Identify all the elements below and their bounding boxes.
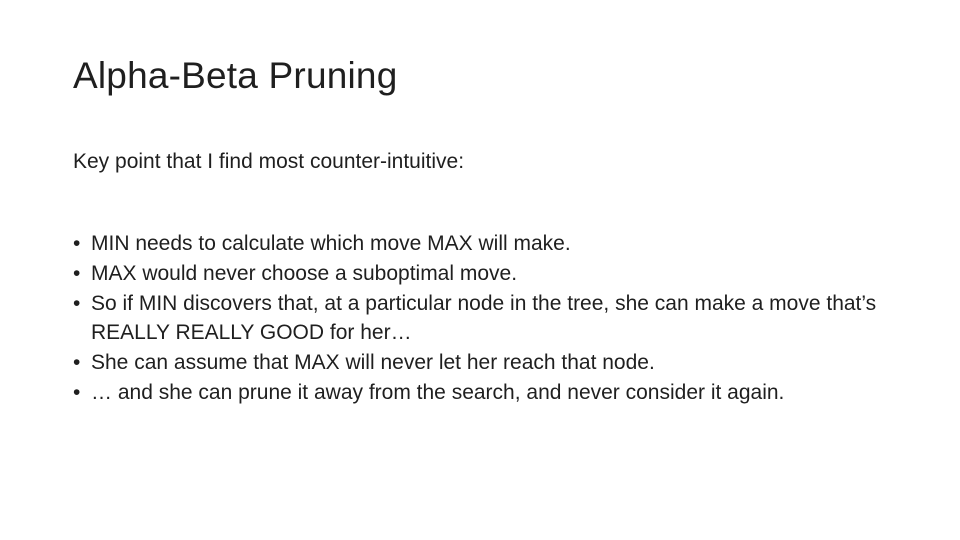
bullet-text: MIN needs to calculate which move MAX will make. (91, 232, 571, 255)
intro-text: Key point that I find most counter-intuitive: (73, 150, 465, 173)
bullet-item (73, 259, 893, 288)
bullet-item (73, 229, 893, 258)
bullet-item (73, 348, 893, 377)
slide-title: Alpha-Beta Pruning (73, 55, 398, 96)
bullet-item (73, 289, 893, 347)
bullet-dot-icon: • (73, 351, 81, 374)
bullet-dot-icon: • (73, 292, 81, 315)
bullet-list (73, 229, 893, 408)
bullet-item (73, 378, 893, 407)
bullet-text: She can assume that MAX will never let her reach that node. (91, 351, 655, 374)
bullet-dot-icon: • (73, 381, 81, 404)
bullet-text: So if MIN discovers that, at a particular node in the tree, she can make a move that’s REALLY REALLY GOOD for her… (91, 292, 877, 344)
bullet-text: MAX would never choose a suboptimal move. (91, 262, 518, 285)
bullet-text: … and she can prune it away from the search, and never consider it again. (91, 381, 785, 404)
bullet-dot-icon: • (73, 262, 81, 285)
bullet-dot-icon: • (73, 232, 81, 255)
